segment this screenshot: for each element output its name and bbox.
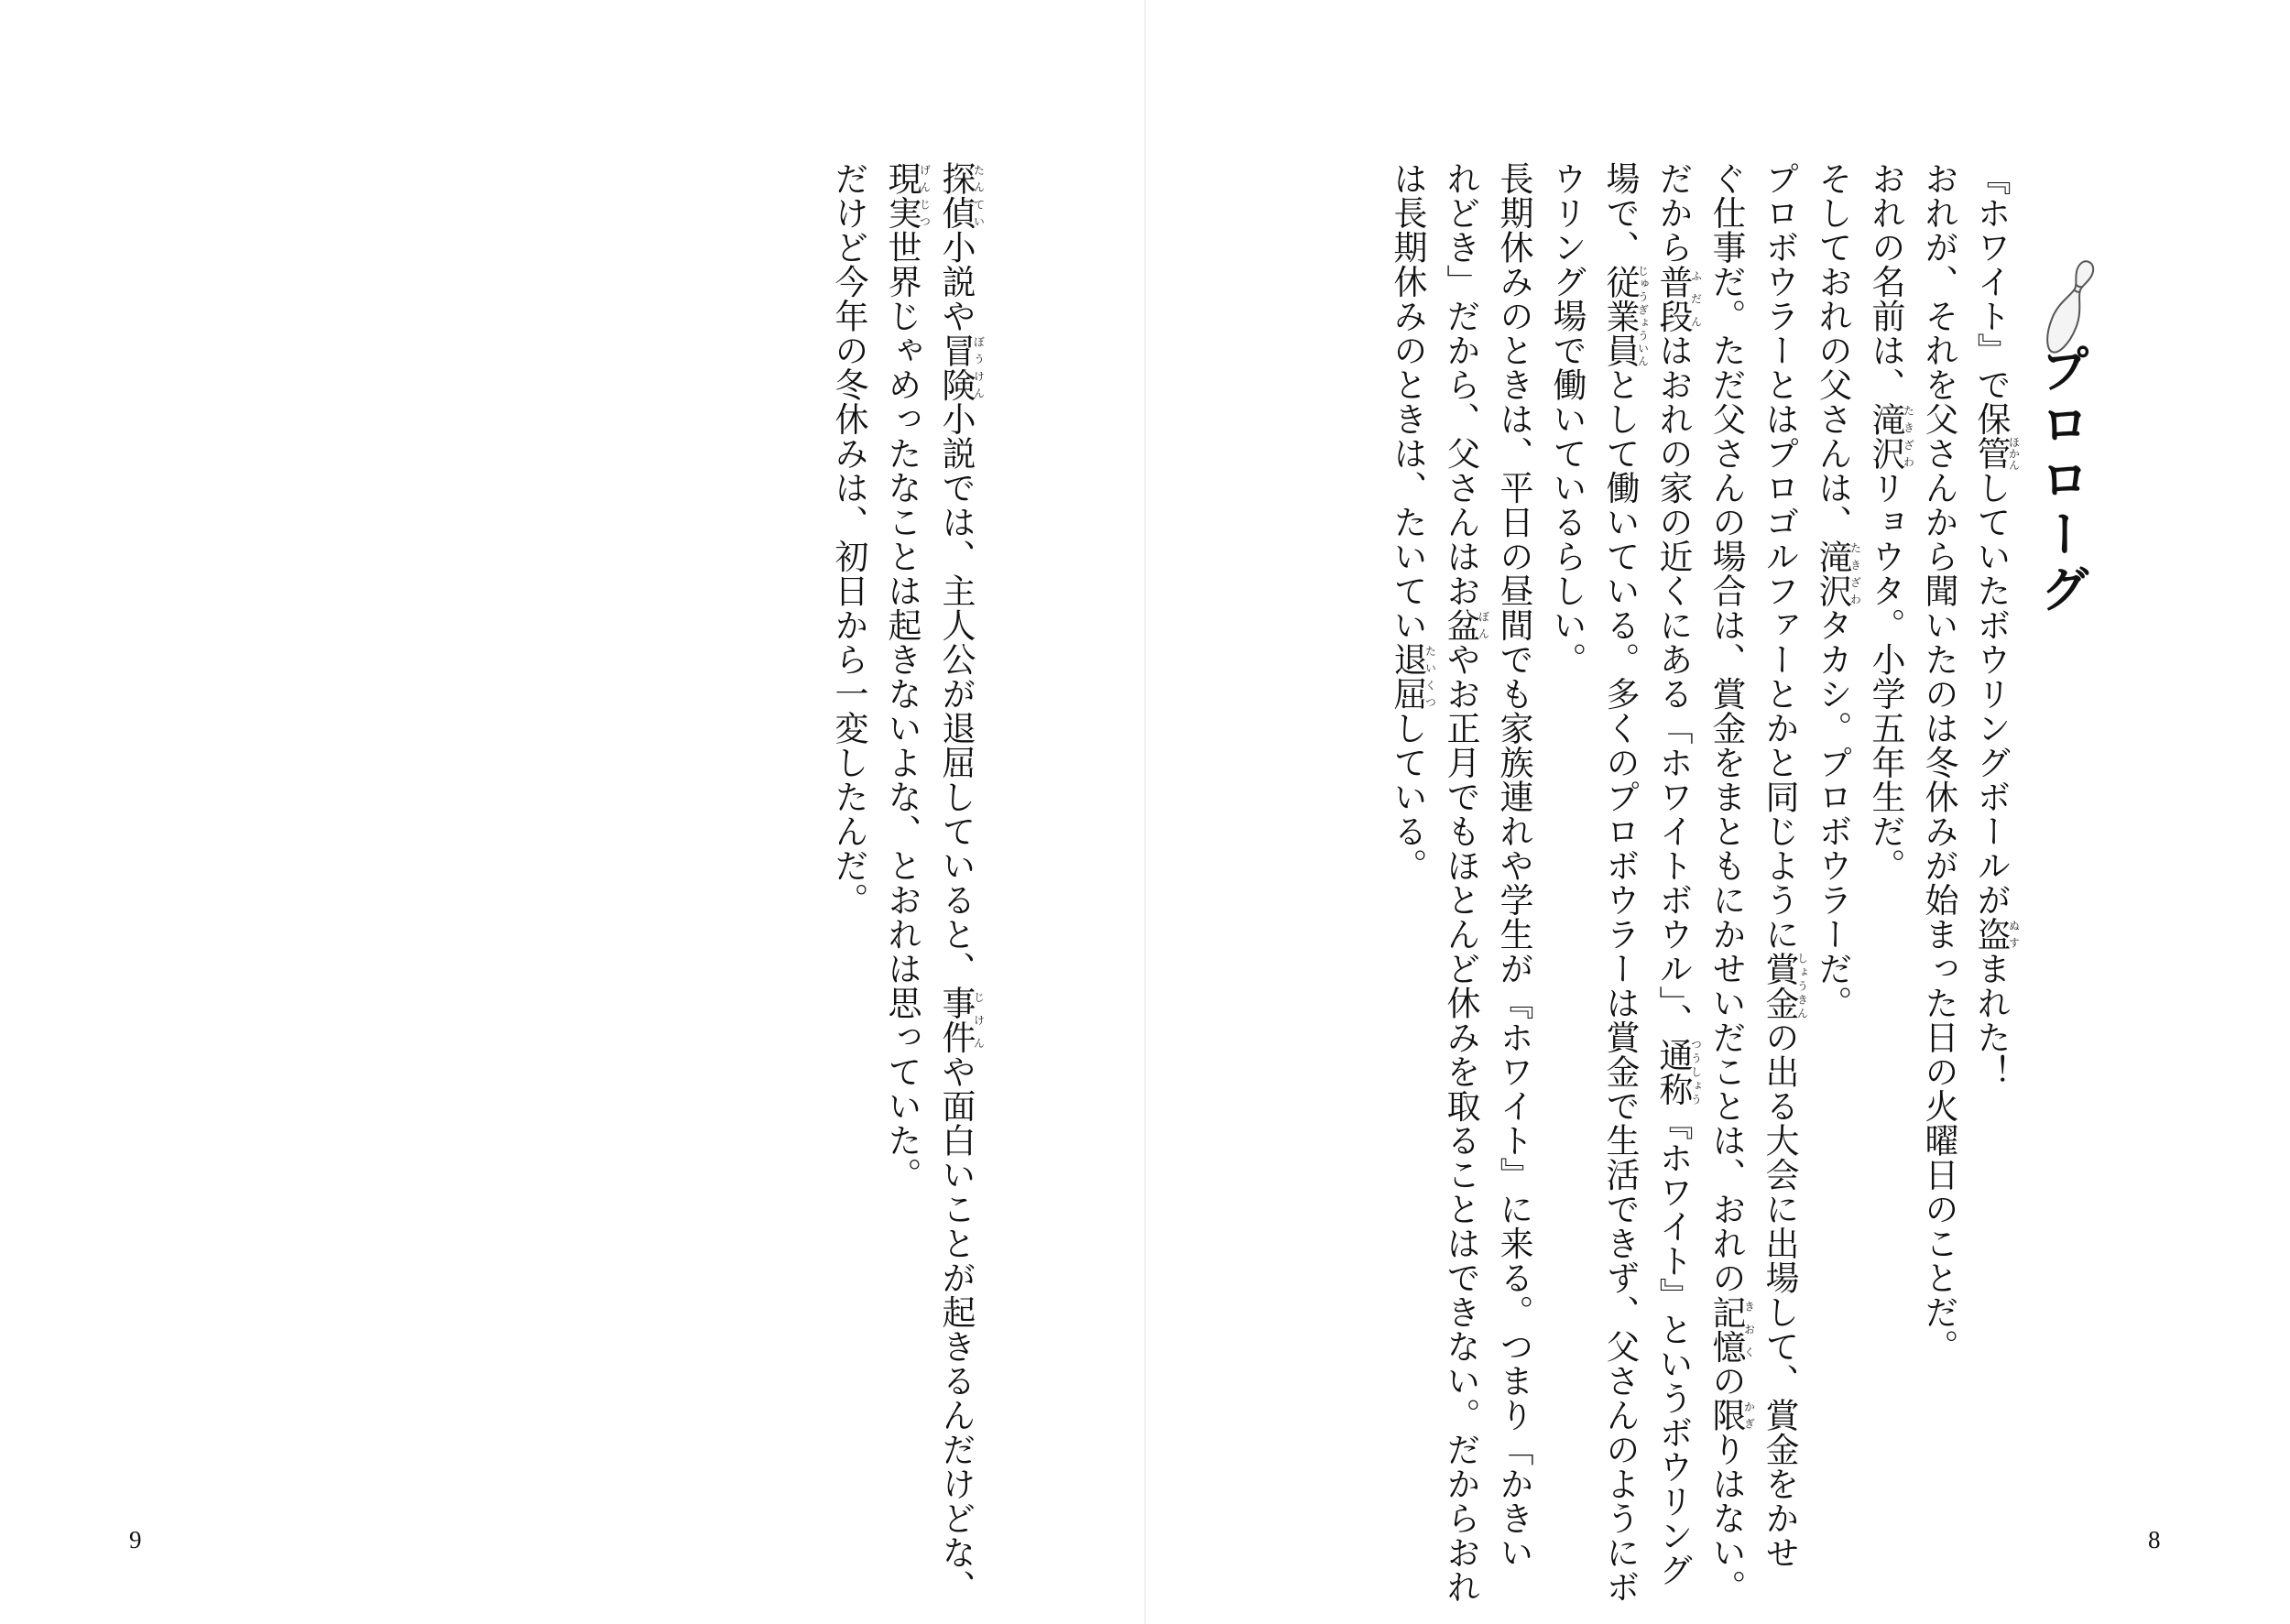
page-number-left: 9 xyxy=(129,1526,142,1553)
text-line-r1: 『ホワイト』で保管ほかんしていたボウリングボールが盗ぬすまれた！ xyxy=(1971,161,2021,1089)
text-line-r9: ウリング場で働いているらしい。 xyxy=(1547,161,1587,677)
book-gutter xyxy=(1144,0,1146,1624)
chapter-title: プロローグ xyxy=(2033,343,2090,618)
text-line-r6: ぐ仕事だ。ただ父さんの場合は、賞金をまともにかせいだことは、おれの記憶きおくの限かぎりはない。 xyxy=(1707,161,1756,1604)
text-line-r3: おれの名前は、滝沢たきざわリョウタ。小学五年生だ。 xyxy=(1866,161,1915,883)
text-line-r2: おれが、それを父さんから聞いたのは冬休みが始まった日の火曜日のことだ。 xyxy=(1919,161,1958,1364)
text-line-r4: そしておれの父さんは、滝沢たきざわタカシ。プロボウラーだ。 xyxy=(1813,161,1862,1020)
text-line-r12: は長期休みのときは、たいてい退屈たいくつしている。 xyxy=(1388,161,1437,883)
text-line-l1: 探偵たんてい小説や冒険ぼうけん小説では、主人公が退屈していると、事件じけんや面白いことが起きるんだけどな、 xyxy=(936,161,986,1604)
page-number-right: 8 xyxy=(2148,1526,2161,1553)
text-line-r8: 場で、従業員じゅうぎょういんとして働いている。多くのプロボウラーは賞金で生活できず、父さんのようにボ xyxy=(1600,161,1650,1604)
text-line-r5: プロボウラーとはプロゴルファーとかと同じように賞金しょうきんの出る大会に出場して、賞金をかせ xyxy=(1760,161,1809,1570)
text-line-l2: 現実げんじつ世界じゃめったなことは起きないよな、とおれは思っていた。 xyxy=(882,161,932,1192)
text-line-r11: れどき」だから、父さんはお盆ぼんやお正月でもほとんど休みを取ることはできない。だからおれ xyxy=(1441,161,1490,1604)
text-line-r7: だから普段ふだんはおれの家の近くにある「ホワイトボウル」、通称つうしょう『ホワイト』というボウリング xyxy=(1653,161,1703,1587)
text-line-l3: だけど今年の冬休みは、初日から一変したんだ。 xyxy=(829,161,868,917)
text-line-r10: 長期休みのときは、平日の昼間でも家族連れや学生が『ホワイト』に来る。つまり「かきい xyxy=(1494,161,1533,1570)
